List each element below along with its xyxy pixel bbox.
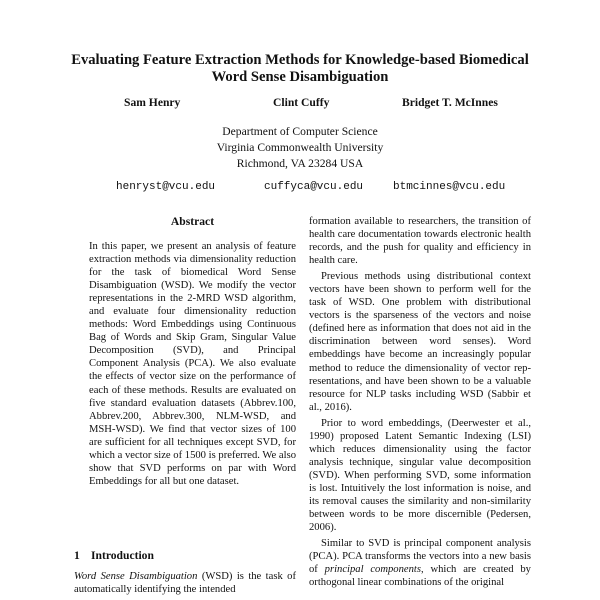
- title-line-2: Word Sense Disambiguation: [211, 69, 389, 85]
- introduction-body: [74, 570, 296, 596]
- email-1: henryst@vcu.edu: [116, 181, 216, 193]
- pca-text-before: Similar to SVD is principal component analysis (PCA). PCA transforms the vectors into a new basis of: [309, 538, 531, 576]
- section-number: 1: [74, 549, 80, 562]
- wsd-term: Word Sense Disambiguation: [74, 571, 198, 582]
- author-1: Sam Henry: [124, 96, 181, 109]
- right-paragraph-1: formation available to researchers, the transition of health care documentation towards electronic health records, and the push for quality and efficiency in health care.: [309, 216, 531, 267]
- paper-title: [40, 52, 560, 86]
- abstract-text: In this paper, we present an analysis of feature extraction methods via dimensionality reduction for the task of biomedical Word Sense Disambiguation (WSD). We modify the vector representations in the 2-MRD WSD algorithm, and evaluate four dimensionality reduction methods: Word Embeddings using Continuous Bag of Words and Skip Gram, Singular Value Decomposition (SVD), and Principal Component Analysis (PCA). We also evaluate the effects of vector size on the performance of each of these methods. Results are evaluated on five standard evaluation datasets (Abbrev.100, Abbrev.200, Abbrev.300, NLM-WSD, and MSH-WSD). We find that vector sizes of 100 are sufficient for all techniques except SVD, for which a vector size of 1500 is preferred. We also show that SVD performs on par with Word Embeddings for all but one dataset.: [89, 241, 296, 487]
- email-3: btmcinnes@vcu.edu: [393, 181, 506, 193]
- principal-components-term: principal components: [324, 564, 421, 576]
- section-title: Introduction: [91, 549, 154, 562]
- author-3: Bridget T. McInnes: [402, 96, 498, 109]
- right-column: [309, 215, 531, 589]
- email-2: cuffyca@vcu.edu: [264, 181, 364, 193]
- title-line-1: Evaluating Feature Extraction Methods for Knowledge-based Biomedical: [71, 52, 529, 68]
- affiliation-dept: Department of Computer Science: [222, 125, 378, 138]
- introduction-text: (WSD) is the task of automatically identifying the intended: [74, 571, 296, 596]
- affiliation-university: Virginia Commonwealth University: [216, 140, 384, 154]
- right-paragraph-4: [309, 537, 531, 589]
- section-heading-introduction: [74, 549, 154, 562]
- right-paragraph-3: Prior to word embeddings, (Deerwester et al., 1990) proposed Latent Semantic Indexing (LSI) which reduces dimensionality using the factor analysis technique, singular value decomposition (SVD). When performing SVD, some information is lost. Intuitively the lost information is noise, and its removal causes the similarity and non-similarity between words to be more discernible (Pedersen, 2006).: [309, 417, 531, 534]
- affiliation-city: Richmond, VA 23284 USA: [236, 156, 364, 170]
- abstract-heading: Abstract: [170, 215, 215, 228]
- author-2: Clint Cuffy: [273, 96, 330, 109]
- right-paragraph-2: Previous methods using distributional context vectors have been shown to perform well for the task of WSD. One problem with distributional vectors is the sparseness of the vectors and noise (defined here as information that does not aid in the discrimination between word senses). Word embeddings have become an increasingly popular method to reduce the dimensionality of vector representations, and have been shown to be a valuable resource for NLP tasks including WSD (Sabbir et al., 2016).: [309, 271, 531, 413]
- abstract-body: [89, 240, 296, 488]
- pca-text-after: , which are created by orthogonal linear combinations of the original: [309, 564, 531, 589]
- introduction-paragraph: [74, 570, 296, 596]
- affiliation: [150, 124, 450, 171]
